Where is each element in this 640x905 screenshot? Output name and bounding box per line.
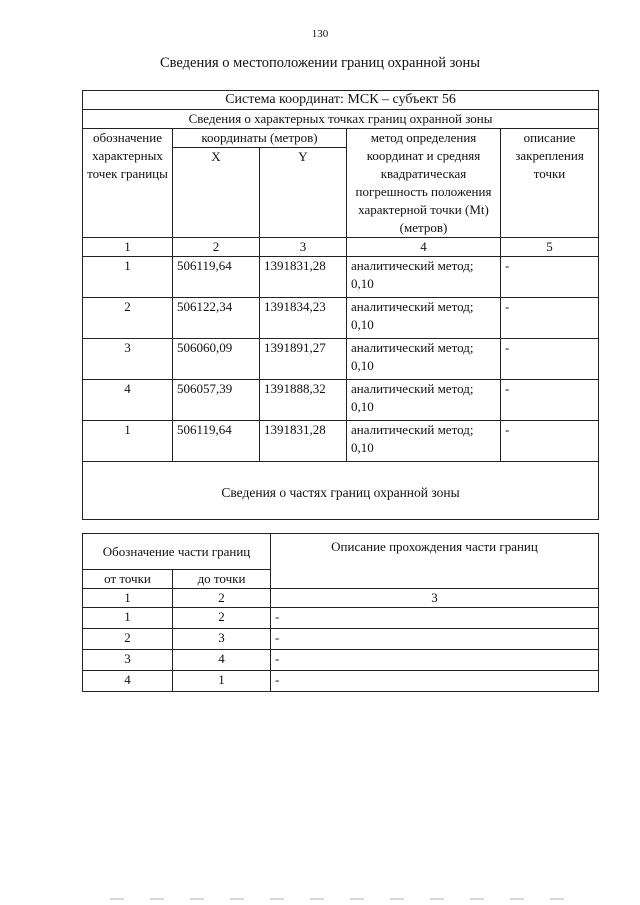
header-part-designation: Обозначение части границ xyxy=(83,534,271,570)
accuracy: 0,10 xyxy=(351,358,374,373)
part-description: - xyxy=(271,608,599,629)
from-point: 2 xyxy=(83,629,173,650)
parts-table xyxy=(82,533,599,692)
header-x: X xyxy=(173,148,260,238)
table-row xyxy=(83,608,599,629)
header-method: метод определения координат и средняя квадратическая погрешность положения характерной точки (Mt) (метров) xyxy=(347,129,501,238)
to-point: 3 xyxy=(173,629,271,650)
to-point: 1 xyxy=(173,671,271,692)
point-id: 1 xyxy=(83,421,173,462)
method xyxy=(347,380,501,421)
method-text: аналитический метод; xyxy=(351,299,474,314)
column-number: 2 xyxy=(173,589,271,608)
table-row xyxy=(83,257,599,298)
coord-y: 1391831,28 xyxy=(260,257,347,298)
header-coords: координаты (метров) xyxy=(173,129,347,148)
description: - xyxy=(501,380,599,421)
accuracy: 0,10 xyxy=(351,440,374,455)
method xyxy=(347,421,501,462)
column-number: 3 xyxy=(260,238,347,257)
accuracy: 0,10 xyxy=(351,317,374,332)
header-from-point: от точки xyxy=(83,570,173,589)
description: - xyxy=(501,421,599,462)
coord-x: 506122,34 xyxy=(173,298,260,339)
header-point: обозначение характерных точек границы xyxy=(83,129,173,238)
point-id: 2 xyxy=(83,298,173,339)
part-description: - xyxy=(271,671,599,692)
part-description: - xyxy=(271,650,599,671)
header-description: описание закрепления точки xyxy=(501,129,599,238)
column-number: 4 xyxy=(347,238,501,257)
coord-y: 1391834,23 xyxy=(260,298,347,339)
from-point: 4 xyxy=(83,671,173,692)
points-table xyxy=(82,90,599,520)
page-number: 130 xyxy=(311,28,329,40)
column-number: 1 xyxy=(83,238,173,257)
column-number: 5 xyxy=(501,238,599,257)
method xyxy=(347,298,501,339)
table-row xyxy=(83,671,599,692)
point-id: 4 xyxy=(83,380,173,421)
from-point: 1 xyxy=(83,608,173,629)
header-y: Y xyxy=(260,148,347,238)
parts-section-title: Сведения о частях границ охранной зоны xyxy=(83,462,599,520)
table-row xyxy=(83,421,599,462)
method xyxy=(347,339,501,380)
description: - xyxy=(501,298,599,339)
method xyxy=(347,257,501,298)
table-row xyxy=(83,380,599,421)
to-point: 4 xyxy=(173,650,271,671)
column-number: 2 xyxy=(173,238,260,257)
to-point: 2 xyxy=(173,608,271,629)
header-part-description: Описание прохождения части границ xyxy=(271,534,599,589)
point-id: 3 xyxy=(83,339,173,380)
coord-x: 506119,64 xyxy=(173,257,260,298)
scan-artifact xyxy=(110,898,590,900)
part-description: - xyxy=(271,629,599,650)
coord-x: 506119,64 xyxy=(173,421,260,462)
coord-y: 1391891,27 xyxy=(260,339,347,380)
column-number: 1 xyxy=(83,589,173,608)
point-id: 1 xyxy=(83,257,173,298)
method-text: аналитический метод; xyxy=(351,422,474,437)
method-text: аналитический метод; xyxy=(351,381,474,396)
coordinate-system-title: Система координат: МСК – субъект 56 xyxy=(83,91,599,110)
points-section-title: Сведения о характерных точках границ охранной зоны xyxy=(83,110,599,129)
method-text: аналитический метод; xyxy=(351,340,474,355)
coord-y: 1391831,28 xyxy=(260,421,347,462)
table-row xyxy=(83,298,599,339)
page-title: Сведения о местоположении границ охранной зоны xyxy=(159,55,480,71)
coord-x: 506057,39 xyxy=(173,380,260,421)
table-row xyxy=(83,650,599,671)
description: - xyxy=(501,257,599,298)
accuracy: 0,10 xyxy=(351,276,374,291)
column-number: 3 xyxy=(271,589,599,608)
method-text: аналитический метод; xyxy=(351,258,474,273)
table-row xyxy=(83,629,599,650)
from-point: 3 xyxy=(83,650,173,671)
coord-y: 1391888,32 xyxy=(260,380,347,421)
header-to-point: до точки xyxy=(173,570,271,589)
description: - xyxy=(501,339,599,380)
table-row xyxy=(83,339,599,380)
coord-x: 506060,09 xyxy=(173,339,260,380)
accuracy: 0,10 xyxy=(351,399,374,414)
